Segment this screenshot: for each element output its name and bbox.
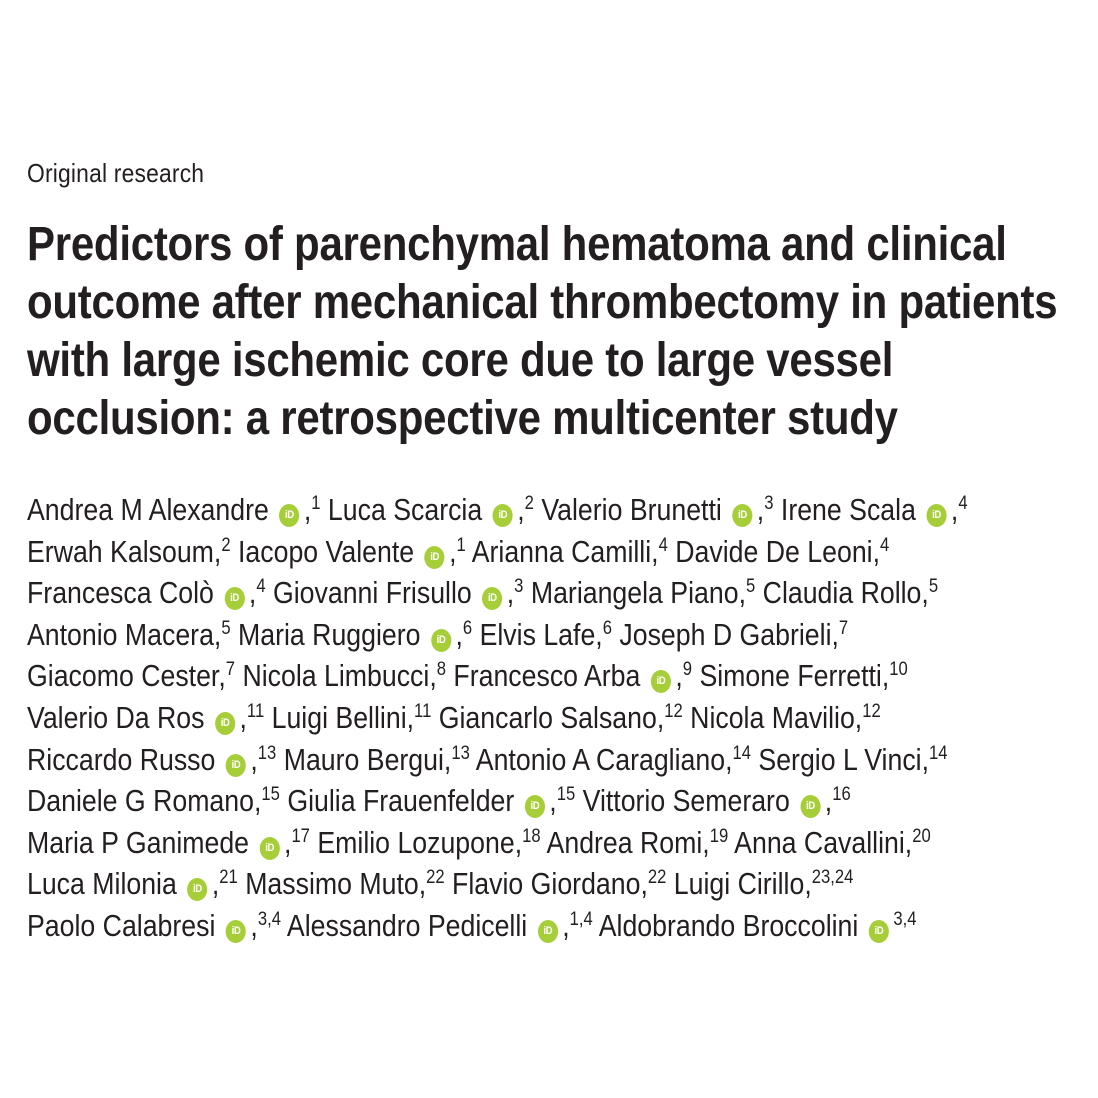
affiliation-number: 16 — [832, 784, 851, 806]
affiliation-number: 9 — [682, 659, 693, 681]
author-name: Sergio L Vinci — [758, 742, 922, 777]
author — [27, 701, 264, 735]
author-line — [27, 698, 1077, 740]
author-name: Anna Cavallini — [734, 825, 905, 860]
author-separator: , — [218, 659, 226, 694]
orcid-icon[interactable]: iD — [215, 712, 235, 735]
author-name: Luigi Bellini — [271, 700, 407, 735]
author-name: Joseph D Gabrieli — [619, 617, 832, 652]
author-separator: , — [449, 534, 457, 569]
affiliation-number: 1 — [456, 534, 466, 556]
author-separator: , — [406, 700, 415, 735]
author — [675, 535, 889, 569]
affiliation-number: 14 — [929, 742, 948, 764]
author-separator: , — [418, 867, 427, 902]
author — [273, 576, 523, 610]
author — [699, 659, 907, 693]
affiliation-number: 1,4 — [569, 908, 593, 930]
author-name: Luigi Cirillo — [673, 867, 805, 902]
author — [242, 659, 446, 693]
author — [287, 784, 575, 818]
author-separator: , — [562, 908, 570, 943]
author-separator: , — [675, 659, 683, 694]
author-name: Francesco Arba — [453, 659, 641, 694]
affiliation-number: 3 — [514, 576, 524, 598]
affiliation-number: 8 — [436, 659, 447, 681]
author-separator: , — [804, 867, 812, 902]
affiliation-number: 5 — [745, 576, 756, 598]
author-name: Irene Scala — [780, 493, 916, 527]
author-separator: , — [756, 493, 765, 527]
author — [476, 743, 751, 777]
affiliation-number: 4 — [658, 534, 668, 556]
author — [27, 576, 266, 610]
author-name: Nicola Limbucci — [242, 659, 430, 694]
author-separator: , — [656, 700, 665, 735]
author-separator: , — [284, 825, 292, 860]
author — [27, 618, 231, 652]
affiliation-number: 3 — [764, 493, 774, 514]
author — [531, 576, 755, 610]
affiliation-number: 17 — [291, 825, 310, 847]
author-name: Daniele G Romano — [27, 784, 254, 819]
author-separator: , — [213, 617, 222, 652]
orcid-icon[interactable]: iD — [493, 504, 513, 527]
author-name: Andrea M Alexandre — [27, 493, 269, 527]
author-name: Mariangela Piano — [530, 576, 739, 611]
orcid-icon[interactable]: iD — [651, 670, 671, 693]
orcid-icon[interactable]: iD — [279, 504, 299, 527]
title-line: with large ischemic core due to large vessel — [27, 334, 894, 387]
affiliation-number: 12 — [862, 700, 881, 722]
affiliation-number: 22 — [647, 867, 667, 889]
orcid-icon[interactable]: iD — [538, 920, 558, 943]
orcid-icon[interactable]: iD — [800, 795, 820, 818]
author-separator: , — [443, 742, 452, 777]
author-line — [27, 490, 1077, 532]
affiliation-number: 2 — [524, 493, 534, 514]
affiliation-number: 11 — [246, 700, 265, 722]
author — [690, 701, 881, 735]
affiliation-number: 6 — [602, 617, 612, 639]
author — [472, 535, 668, 569]
author-name: Flavio Giordano — [452, 867, 641, 902]
author-separator: , — [950, 493, 959, 527]
orcid-icon[interactable]: iD — [224, 587, 244, 610]
affiliation-number: 2 — [221, 534, 231, 556]
affiliation-number: 14 — [732, 742, 751, 764]
author-separator: , — [549, 784, 557, 819]
author — [583, 784, 851, 818]
title-line: outcome after mechanical thrombectomy in patients — [27, 276, 1058, 329]
author — [27, 784, 280, 818]
author-name: Erwah Kalsoum — [27, 534, 214, 569]
author-name: Davide De Leoni — [675, 534, 873, 569]
author-line — [27, 615, 1077, 657]
author — [27, 826, 310, 860]
author — [238, 535, 466, 569]
author-separator: , — [921, 576, 929, 611]
author-separator: , — [702, 825, 710, 860]
author-name: Antonio Macera — [27, 617, 214, 652]
title-line: occlusion: a retrospective multicenter study — [27, 392, 898, 445]
author-name: Giancarlo Salsano — [438, 700, 657, 735]
affiliation-number: 21 — [219, 867, 238, 889]
author — [541, 493, 773, 527]
author-separator: , — [640, 867, 648, 902]
author-name: Claudia Rollo — [762, 576, 922, 611]
author-separator: , — [595, 617, 603, 652]
author — [480, 618, 612, 652]
orcid-icon[interactable]: iD — [226, 754, 246, 777]
affiliation-number: 7 — [225, 659, 236, 681]
author — [27, 743, 276, 777]
affiliation-number: 18 — [522, 825, 541, 847]
affiliation-number: 4 — [256, 576, 266, 598]
orcid-icon[interactable]: iD — [732, 504, 752, 527]
author-name: Andrea Romi — [546, 825, 703, 860]
author — [27, 909, 281, 943]
affiliation-number: 3,4 — [893, 908, 917, 930]
author-line — [27, 656, 1077, 698]
author-name: Giacomo Cester — [27, 659, 219, 694]
author — [245, 867, 444, 901]
affiliation-number: 4 — [958, 493, 968, 514]
author-name: Francesca Colò — [27, 576, 214, 611]
author-name: Riccardo Russo — [27, 742, 216, 777]
affiliation-number: 11 — [414, 700, 432, 722]
affiliation-number: 22 — [426, 867, 445, 889]
author — [284, 743, 470, 777]
author-line — [27, 864, 1077, 906]
author-line — [27, 823, 1077, 865]
affiliation-number: 15 — [556, 784, 576, 806]
author-name: Giovanni Frisullo — [272, 576, 472, 611]
author-name: Elvis Lafe — [479, 617, 596, 652]
author-name: Luca Milonia — [27, 867, 177, 902]
orcid-icon[interactable]: iD — [869, 920, 889, 943]
author — [272, 701, 432, 735]
author — [287, 909, 593, 943]
orcid-icon[interactable]: iD — [226, 920, 246, 943]
author-line — [27, 781, 1077, 823]
author — [27, 867, 238, 901]
author-name: Maria Ruggiero — [238, 617, 421, 652]
author-line — [27, 740, 1077, 782]
author-separator: , — [881, 659, 890, 694]
author-separator: , — [248, 576, 257, 611]
author-name: Mauro Bergui — [283, 742, 444, 777]
orcid-icon[interactable]: iD — [926, 504, 946, 527]
affiliation-number: 7 — [838, 617, 849, 639]
author-name: Iacopo Valente — [237, 534, 415, 569]
author-name: Paolo Calabresi — [27, 908, 216, 943]
author-name: Aldobrando Broccolini — [598, 908, 859, 943]
author-separator: , — [211, 867, 220, 902]
orcid-icon[interactable]: iD — [425, 546, 445, 569]
author — [599, 909, 917, 943]
author-separator: , — [455, 617, 463, 652]
orcid-icon[interactable]: iD — [260, 837, 280, 860]
affiliation-number: 1 — [311, 493, 321, 514]
author-name: Luca Scarcia — [327, 493, 483, 527]
author — [619, 618, 848, 652]
author-separator: , — [921, 742, 930, 777]
article-title — [27, 216, 1086, 448]
author-name: Arianna Camilli — [471, 534, 652, 569]
author-separator: , — [738, 576, 746, 611]
title-line: Predictors of parenchymal hematoma and clinical — [27, 218, 1007, 271]
affiliation-number: 12 — [664, 700, 683, 722]
author-line — [27, 906, 1077, 948]
author — [547, 826, 729, 860]
author-name: Alessandro Pedicelli — [286, 908, 528, 943]
author-separator: , — [904, 825, 913, 860]
author — [452, 867, 666, 901]
affiliation-number: 6 — [462, 617, 473, 639]
author-name: Valerio Da Ros — [27, 700, 205, 735]
author — [453, 659, 692, 693]
author — [27, 535, 231, 569]
affiliation-number: 13 — [257, 742, 277, 764]
author-separator: , — [872, 534, 881, 569]
author-separator: , — [250, 908, 258, 943]
author — [763, 576, 938, 610]
author-separator: , — [651, 534, 659, 569]
affiliation-number: 5 — [221, 617, 231, 639]
affiliation-number: 15 — [261, 784, 280, 806]
affiliation-number: 4 — [880, 534, 890, 556]
author — [734, 826, 931, 860]
author-separator: , — [854, 700, 863, 735]
affiliation-number: 10 — [889, 659, 908, 681]
orcid-icon[interactable]: iD — [482, 587, 502, 610]
author — [27, 659, 235, 693]
orcid-icon[interactable]: iD — [431, 629, 451, 652]
author-separator: , — [725, 742, 733, 777]
author-separator: , — [429, 659, 437, 694]
author — [27, 493, 321, 527]
orcid-icon[interactable]: iD — [525, 795, 545, 818]
affiliation-number: 23,24 — [811, 867, 854, 889]
author-name: Giulia Frauenfelder — [287, 784, 515, 819]
author-separator: , — [506, 576, 515, 611]
author-name: Valerio Brunetti — [541, 493, 722, 527]
author-name: Nicola Mavilio — [690, 700, 855, 735]
affiliation-number: 20 — [912, 825, 931, 847]
author-separator: , — [250, 742, 258, 777]
author-name: Vittorio Semeraro — [582, 784, 790, 819]
author — [328, 493, 534, 527]
author — [439, 701, 683, 735]
author — [317, 826, 540, 860]
author — [781, 493, 968, 527]
author-name: Massimo Muto — [245, 867, 419, 902]
author — [238, 618, 472, 652]
author-name: Simone Ferretti — [699, 659, 882, 694]
author-name: Maria P Ganimede — [27, 825, 250, 860]
author-separator: , — [239, 700, 247, 735]
author-line — [27, 532, 1077, 574]
author-line — [27, 573, 1077, 615]
affiliation-number: 19 — [709, 825, 729, 847]
author-separator: , — [824, 784, 833, 819]
author-separator: , — [517, 493, 525, 527]
author-separator: , — [253, 784, 262, 819]
author-list — [27, 490, 1077, 948]
author-name: Antonio A Caragliano — [475, 742, 726, 777]
author-separator: , — [213, 534, 222, 569]
author-separator: , — [303, 493, 312, 527]
affiliation-number: 3,4 — [257, 908, 281, 930]
author-name: Emilio Lozupone — [317, 825, 515, 860]
article-type: Original research — [27, 158, 205, 188]
author-separator: , — [514, 825, 523, 860]
author-separator: , — [831, 617, 839, 652]
author — [758, 743, 947, 777]
author — [674, 867, 854, 901]
affiliation-number: 13 — [451, 742, 470, 764]
affiliation-number: 5 — [928, 576, 939, 598]
orcid-icon[interactable]: iD — [187, 878, 207, 901]
